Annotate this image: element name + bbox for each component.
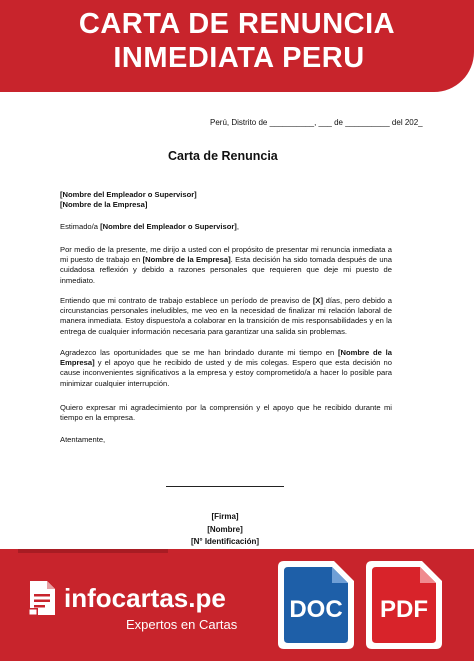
p3-text-a: Agradezco las oportunidades que se me han brindado durante mi tiempo en bbox=[60, 348, 339, 357]
signature-line bbox=[166, 486, 284, 487]
pdf-file-label: PDF bbox=[380, 596, 428, 623]
greeting-suffix: , bbox=[236, 222, 239, 231]
document-icon bbox=[28, 580, 56, 616]
greeting-name: [Nombre del Empleador o Supervisor] bbox=[100, 222, 237, 231]
p3-company: [Nombre de la Empresa] bbox=[60, 348, 392, 368]
banner-title-line1: CARTA DE RENUNCIA bbox=[78, 8, 396, 40]
letter-title: Carta de Renuncia bbox=[168, 149, 278, 163]
recipient-name: [Nombre del Empleador o Supervisor] bbox=[60, 190, 197, 199]
signature-block bbox=[150, 511, 300, 549]
signature-nombre: [Nombre] bbox=[207, 524, 243, 534]
closing: Atentamente, bbox=[60, 435, 106, 444]
recipient-block bbox=[60, 190, 392, 210]
signature-firma: [Firma] bbox=[211, 512, 239, 521]
greeting-prefix: Estimado/a bbox=[60, 222, 101, 231]
signature-id: [N° Identificación] bbox=[190, 537, 260, 546]
title-banner bbox=[0, 0, 474, 92]
paragraph-2 bbox=[60, 296, 392, 337]
footer-accent bbox=[18, 549, 168, 553]
p2-text-a: Entiendo que mi contrato de trabajo establece un período de preaviso de bbox=[60, 296, 313, 305]
p1-text-c: . Esta decisión ha sido tomada después de una cuidadosa reflexión y debido a razones personales que requieren que deje mi puesto de inmediato. bbox=[60, 255, 392, 285]
paragraph-3 bbox=[60, 348, 392, 389]
date-line: Perú, Distrito de __________, ___ de __________ del 202_ bbox=[210, 118, 423, 127]
brand-name: infocartas.pe bbox=[64, 582, 226, 613]
p2-days: [X] bbox=[312, 296, 324, 305]
brand-tagline: Expertos en Cartas bbox=[126, 617, 238, 632]
paragraph-1 bbox=[60, 245, 392, 286]
recipient-company: [Nombre de la Empresa] bbox=[60, 200, 148, 210]
pdf-file-icon[interactable] bbox=[364, 561, 444, 649]
banner-title-line2: INMEDIATA PERU bbox=[113, 42, 365, 74]
doc-file-icon[interactable] bbox=[276, 561, 356, 649]
p1-text-a: Por medio de la presente, me dirijo a usted con el propósito de presentar mi renuncia inmediata a mi puesto de trabajo en bbox=[60, 245, 392, 265]
brand-logo[interactable] bbox=[28, 578, 226, 618]
doc-file-label: DOC bbox=[289, 596, 343, 623]
p3-text-c: y el apoyo que he recibido de usted y de mis colegas. Espero que esta decisión no cause inconvenientes significativos a la empresa y estoy comprometido/a a hacer lo posible para minimizar cualquier interrupción. bbox=[60, 358, 392, 388]
p2-text-c: días, pero debido a circunstancias personales ineludibles, me veo en la necesidad de finalizar mi relación laboral de manera inmediata. Estoy dispuesto/a a colaborar en la transición de mis responsabilidades y en la entrega de cualquier información necesaria para garantizar una salida sin problemas. bbox=[60, 296, 392, 336]
greeting bbox=[60, 222, 392, 232]
paragraph-4: Quiero expresar mi agradecimiento por la comprensión y el apoyo que he recibido durante mi tiempo en la empresa. bbox=[60, 403, 392, 423]
p1-company: [Nombre de la Empresa] bbox=[142, 255, 231, 265]
